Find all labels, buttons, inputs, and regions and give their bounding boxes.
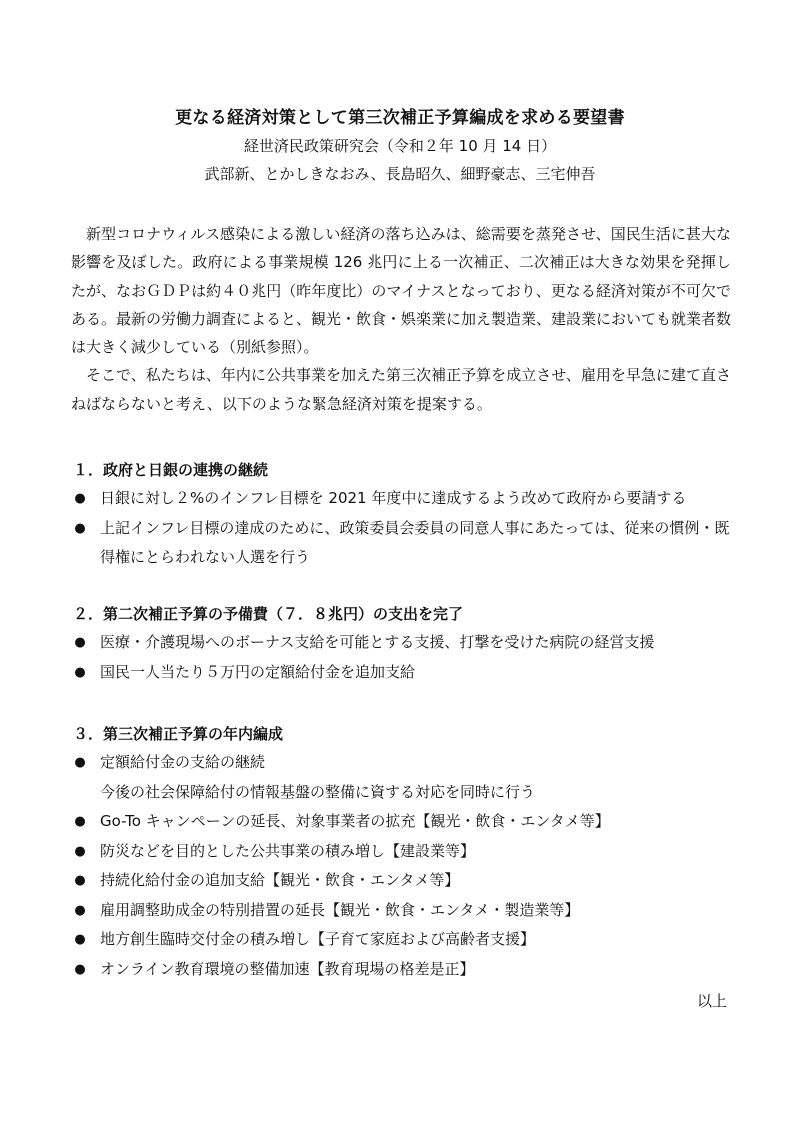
section-1 [73, 456, 733, 573]
organization-date: 経世済民政策研究会（令和２年 10 月 14 日） [243, 137, 557, 155]
bullet-icon: ● [74, 873, 86, 888]
list-item [73, 837, 733, 867]
section-heading: １．政府と日銀の連携の継続 [73, 461, 269, 479]
list-item [73, 807, 733, 837]
bullet-icon: ● [74, 491, 86, 506]
section-item-list [73, 748, 733, 984]
list-item [73, 484, 733, 514]
intro-body [71, 220, 731, 418]
bullet-icon: ● [74, 932, 86, 947]
item-text: 防災などを目的とした公共事業の積み増し【建設業等】 [100, 841, 476, 860]
list-item [73, 658, 733, 688]
intro-paragraph-2: そこで、私たちは、年内に公共事業を加えた第三次補正予算を成立させ、雇用を早急に建て直さねばならないと考え、以下のような緊急経済対策を提案する。 [71, 366, 731, 413]
item-text: オンライン教育環境の整備加速【教育現場の格差是正】 [100, 959, 475, 978]
section-2 [73, 600, 733, 687]
item-text: 医療・介護現場へのボーナス支給を可能とする支援、打撃を受けた病院の経営支援 [100, 633, 655, 651]
section-item-list [73, 484, 733, 573]
bullet-icon: ● [74, 961, 86, 977]
list-item [73, 955, 733, 985]
item-text: Go-To キャンペーンの延長、対象事業者の拡充【観光・飲食・エンタメ等】 [100, 812, 610, 830]
list-item [73, 925, 733, 955]
author-list: 武部新、とかしきなおみ、長島昭久、細野豪志、三宅伸吾 [204, 165, 596, 183]
section-heading: ３．第三次補正予算の年内編成 [73, 725, 284, 743]
item-text: 定額給付金の支給の継続 [100, 753, 266, 771]
item-text: 上記インフレ目標の達成のために、政策委員会委員の同意人事にあたっては、従来の慣例・既得権にとらわれない人選を行う [100, 518, 730, 566]
bullet-icon: ● [74, 902, 86, 918]
section-3 [73, 720, 733, 984]
list-item [73, 896, 733, 926]
bullet-icon: ● [74, 664, 86, 680]
item-text: 日銀に対し２%のインフレ目標を 2021 年度中に達成するよう改めて政府から要請する [100, 489, 687, 507]
item-text: 持続化給付金の追加支給【観光・飲食・エンタメ等】 [100, 871, 460, 889]
list-item [73, 514, 733, 573]
item-text: 雇用調整助成金の特別措置の延長【観光・飲食・エンタメ・製造業等】 [100, 900, 580, 919]
bullet-icon: ● [74, 520, 86, 536]
bullet-icon: ● [74, 635, 86, 650]
document-title: 更なる経済対策として第三次補正予算編成を求める要望書 [175, 108, 625, 128]
item-text: 地方創生臨時交付金の積み増し【子育て家庭および高齢者支援】 [100, 930, 536, 948]
list-item [73, 628, 733, 658]
list-item [73, 866, 733, 896]
section-item-list [73, 628, 733, 687]
item-subnote: 今後の社会保障給付の情報基盤の整備に資する対応を同時に行う [100, 782, 536, 801]
bullet-icon: ● [74, 814, 86, 829]
section-heading: ２．第二次補正予算の予備費（７．８兆円）の支出を完了 [73, 605, 464, 623]
closing-remark: 以上 [696, 992, 727, 1010]
intro-paragraph-1: 新型コロナウィルス感染による激しい経済の落ち込みは、総需要を蒸発させ、国民生活に甚大な影響を及ぼした。政府による事業規模 126 兆円に上る一次補正、二次補正は大きな効果を発揮したが、なおＧＤＰは約４０兆円（昨年度比）のマイナスとなっており、更なる経済対策が不可欠である。最新の労働力調査によると、観光・飲食・娯楽業に加え製造業、建設業においても就業者数は大きく減少している（別紙参照）。 [71, 225, 732, 357]
item-text: 国民一人当たり５万円の定額給付金を追加支給 [100, 662, 416, 681]
bullet-icon: ● [74, 843, 86, 859]
list-item [73, 748, 733, 807]
bullet-icon: ● [74, 755, 86, 770]
